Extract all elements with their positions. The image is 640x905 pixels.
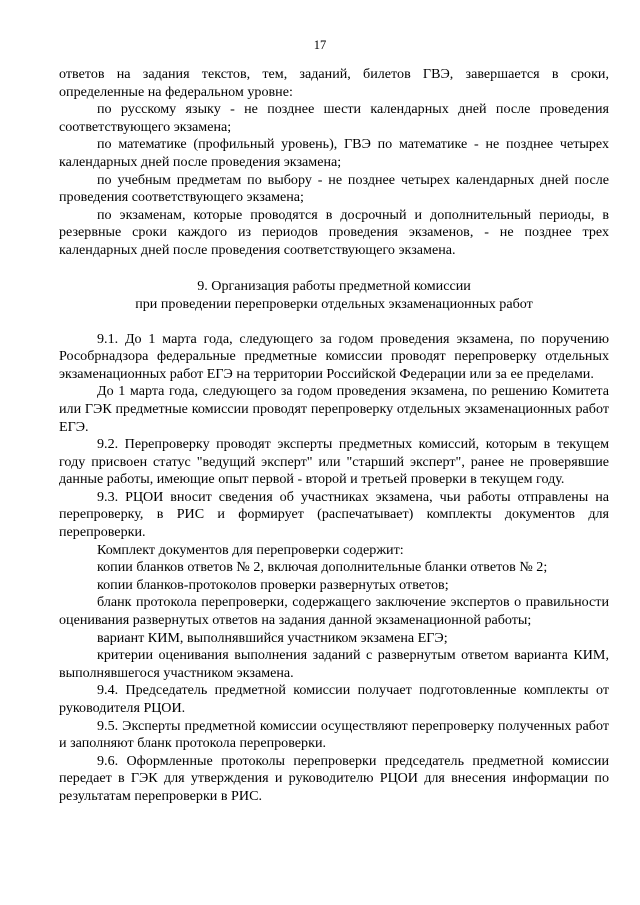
section-paragraph-kit-item-4: вариант КИМ, выполнявшийся участником экзамена ЕГЭ; — [97, 629, 448, 646]
section-heading-line-2: при проведении перепроверки отдельных экзаменационных работ — [135, 295, 533, 312]
section-paragraph-9-3: 9.3. РЦОИ вносит сведения об участниках экзамена, чьи работы отправлены на перепроверку, в РИС и формирует (распечатывает) комплекты документов для перепроверки. — [59, 488, 609, 541]
section-paragraph-kit-item-2: копии бланков-протоколов проверки развернутых ответов; — [97, 576, 449, 593]
section-paragraph-kit-item-1: копии бланков ответов № 2, включая дополнительные бланки ответов № 2; — [97, 559, 548, 576]
intro-paragraph-2: по русскому языку - не позднее шести календарных дней после проведения соответствующего экзамена; — [59, 101, 609, 135]
intro-paragraph-5: по экзаменам, которые проводятся в досрочный и дополнительный периоды, в резервные сроки каждого из периодов проведения экзаменов, - не позднее трех календарных дней после проведения соответствующего экзамена. — [59, 206, 609, 258]
section-paragraph-kit-heading: Комплект документов для перепроверки содержит: — [97, 541, 404, 558]
intro-paragraph-3: по математике (профильный уровень), ГВЭ по математике - не позднее четырех календарных дней после проведения экзамена; — [59, 136, 609, 170]
section-paragraph-kit-item-3: бланк протокола перепроверки, содержащего заключение экспертов о правильности оценивания развернутых ответов на задания данной экзаменационной работы; — [59, 594, 609, 629]
section-paragraph-9-1-b: До 1 марта года, следующего за годом проведения экзамена, по решению Комитета или ГЭК предметные комиссии проводят перепроверку отдельных экзаменационных работ ЕГЭ. — [59, 383, 609, 435]
section-heading-line-1: 9. Организация работы предметной комиссии — [197, 277, 471, 294]
section-paragraph-9-5: 9.5. Эксперты предметной комиссии осуществляют перепроверку полученных работ и заполняют бланк протокола перепроверки. — [59, 717, 609, 752]
section-paragraph-9-6: 9.6. Оформленные протоколы перепроверки председатель предметной комиссии передает в ГЭК для утверждения и руководителю РЦОИ для внесения информации по результатам перепроверки в РИС. — [59, 752, 609, 804]
section-paragraph-9-4: 9.4. Председатель предметной комиссии получает подготовленные комплекты от руководителя РЦОИ. — [59, 682, 609, 716]
document-body — [59, 66, 609, 806]
intro-paragraph-4: по учебным предметам по выбору - не позднее четырех календарных дней после проведения соответствующего экзамена; — [59, 171, 609, 206]
section-paragraph-kit-item-5: критерии оценивания выполнения заданий с развернутым ответом варианта КИМ, выполнявшегося участником экзамена. — [59, 647, 609, 681]
page-number: 17 — [313, 38, 327, 52]
section-paragraph-9-2: 9.2. Перепроверку проводят эксперты предметных комиссий, которым в текущем году присвоен статус "ведущий эксперт" или "старший эксперт", ранее не проверявшие данные работы, имеющие опыт первой - второй и третьей проверки в текущем году. — [59, 436, 609, 488]
intro-paragraph-1: ответов на задания текстов, тем, заданий, билетов ГВЭ, завершается в сроки, определенные на федеральном уровне: — [59, 66, 609, 100]
section-heading — [59, 277, 609, 313]
section-paragraph-9-1: 9.1. До 1 марта года, следующего за годом проведения экзамена, по поручению Рособрнадзора федеральные предметные комиссии проводят перепроверку отдельных экзаменационных работ ЕГЭ на территории Российской Федерации или за ее пределами. — [59, 330, 609, 382]
